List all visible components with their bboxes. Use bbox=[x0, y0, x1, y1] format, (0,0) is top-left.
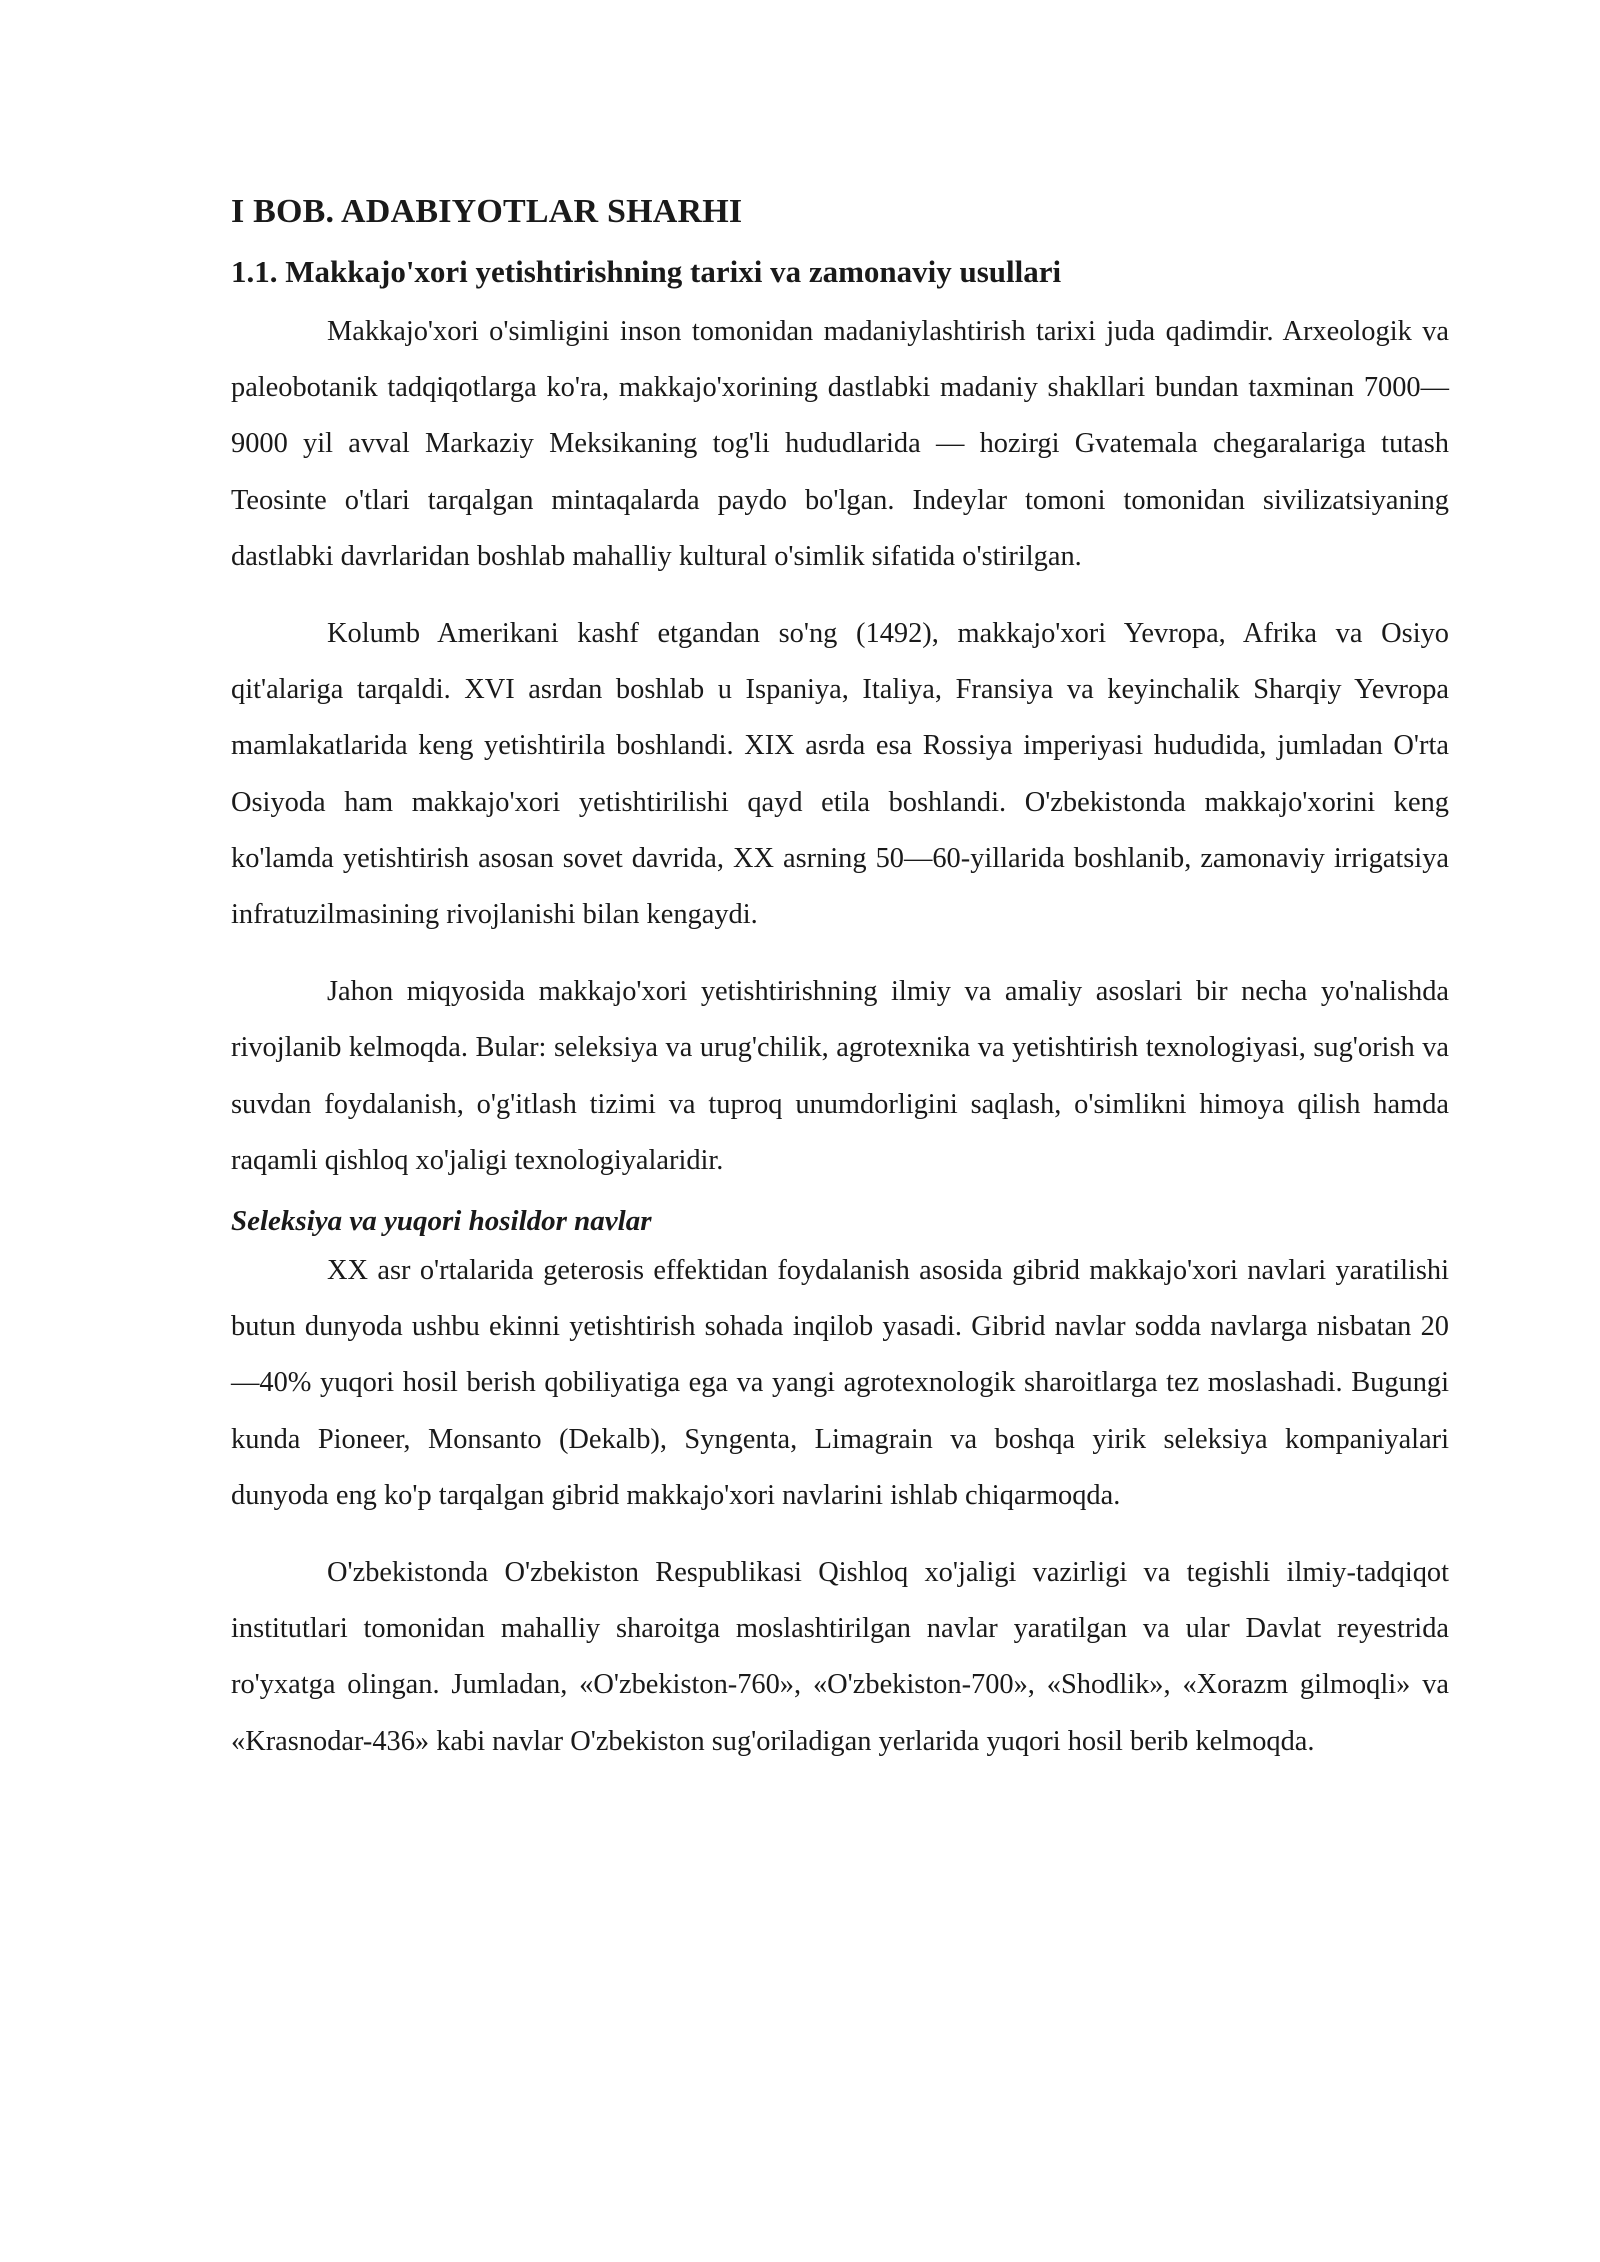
chapter-title: I BOB. ADABIYOTLAR SHARHI bbox=[231, 193, 743, 230]
document-page bbox=[231, 190, 1449, 1791]
paragraph-hybrid-varieties: XX asr o'rtalarida geterosis effektidan foydalanish asosida gibrid makkajo'xori navlari yaratilishi butun dunyoda ushbu ekinni yetishtirish sohada inqilob yasadi. Gibrid navlar sodda navlarga nisbatan 20—40% yuqori hosil berish qobiliyatiga ega va yangi agrotexnologik sharoitlarga tez moslashadi. Bugungi kunda Pioneer, Monsanto (Dekalb), Syngenta, Limagrain va boshqa yirik seleksiya kompaniyalari dunyoda eng ko'p tarqalgan gibrid makkajo'xori navlarini ishlab chiqarmoqda. bbox=[231, 1255, 1449, 1511]
subsection-title: Seleksiya va yuqori hosildor navlar bbox=[231, 1205, 652, 1238]
paragraph-scientific-directions: Jahon miqyosida makkajo'xori yetishtirishning ilmiy va amaliy asoslari bir necha yo'nalishda rivojlanib kelmoqda. Bular: seleksiya va urug'chilik, agrotexnika va yetishtirish texnologiyasi, sug'orish va suvdan foydalanish, o'g'itlash tizimi va tuproq unumdorligini saqlash, o'simlikni himoya qilish hamda raqamli qishloq xo'jaligi texnologiyalaridir. bbox=[231, 976, 1449, 1176]
paragraph-history-spread: Kolumb Amerikani kashf etgandan so'ng (1492), makkajo'xori Yevropa, Afrika va Osiyo qit'alariga tarqaldi. XVI asrdan boshlab u Ispaniya, Italiya, Fransiya va keyinchalik Sharqiy Yevropa mamlakatlarida keng yetishtirila boshlandi. XIX asrda esa Rossiya imperiyasi hududida, jumladan O'rta Osiyoda ham makkajo'xori yetishtirilishi qayd etila boshlandi. O'zbekistonda makkajo'xorini keng ko'lamda yetishtirish asosan sovet davrida, XX asrning 50—60-yillarida boshlanib, zamonaviy irrigatsiya infratuzilmasining rivojlanishi bilan kengaydi. bbox=[231, 618, 1449, 931]
paragraph-history-origin: Makkajo'xori o'simligini inson tomonidan madaniylashtirish tarixi juda qadimdir. Arxeologik va paleobotanik tadqiqotlarga ko'ra, makkajo'xorining dastlabki madaniy shakllari bundan taxminan 7000—9000 yil avval Markaziy Meksikaning tog'li hududlarida — hozirgi Gvatemala chegaralariga tutash Teosinte o'tlari tarqalgan mintaqalarda paydo bo'lgan. Indeylar tomoni tomonidan sivilizatsiyaning dastlabki davrlaridan boshlab mahalliy kultural o'simlik sifatida o'stirilgan. bbox=[231, 316, 1449, 572]
paragraph-uzbek-varieties: O'zbekistonda O'zbekiston Respublikasi Qishloq xo'jaligi vazirligi va tegishli ilmiy-tadqiqot institutlari tomonidan mahalliy sharoitga moslashtirilgan navlar yaratilgan va ular Davlat reyestrida ro'yxatga olingan. Jumladan, «O'zbekiston-760», «O'zbekiston-700», «Shodlik», «Xorazm gilmoqli» va «Krasnodar-436» kabi navlar O'zbekiston sug'oriladigan yerlarida yuqori hosil berib kelmoqda. bbox=[231, 1557, 1449, 1757]
section-title: 1.1. Makkajo'xori yetishtirishning tarixi va zamonaviy usullari bbox=[231, 254, 1062, 289]
